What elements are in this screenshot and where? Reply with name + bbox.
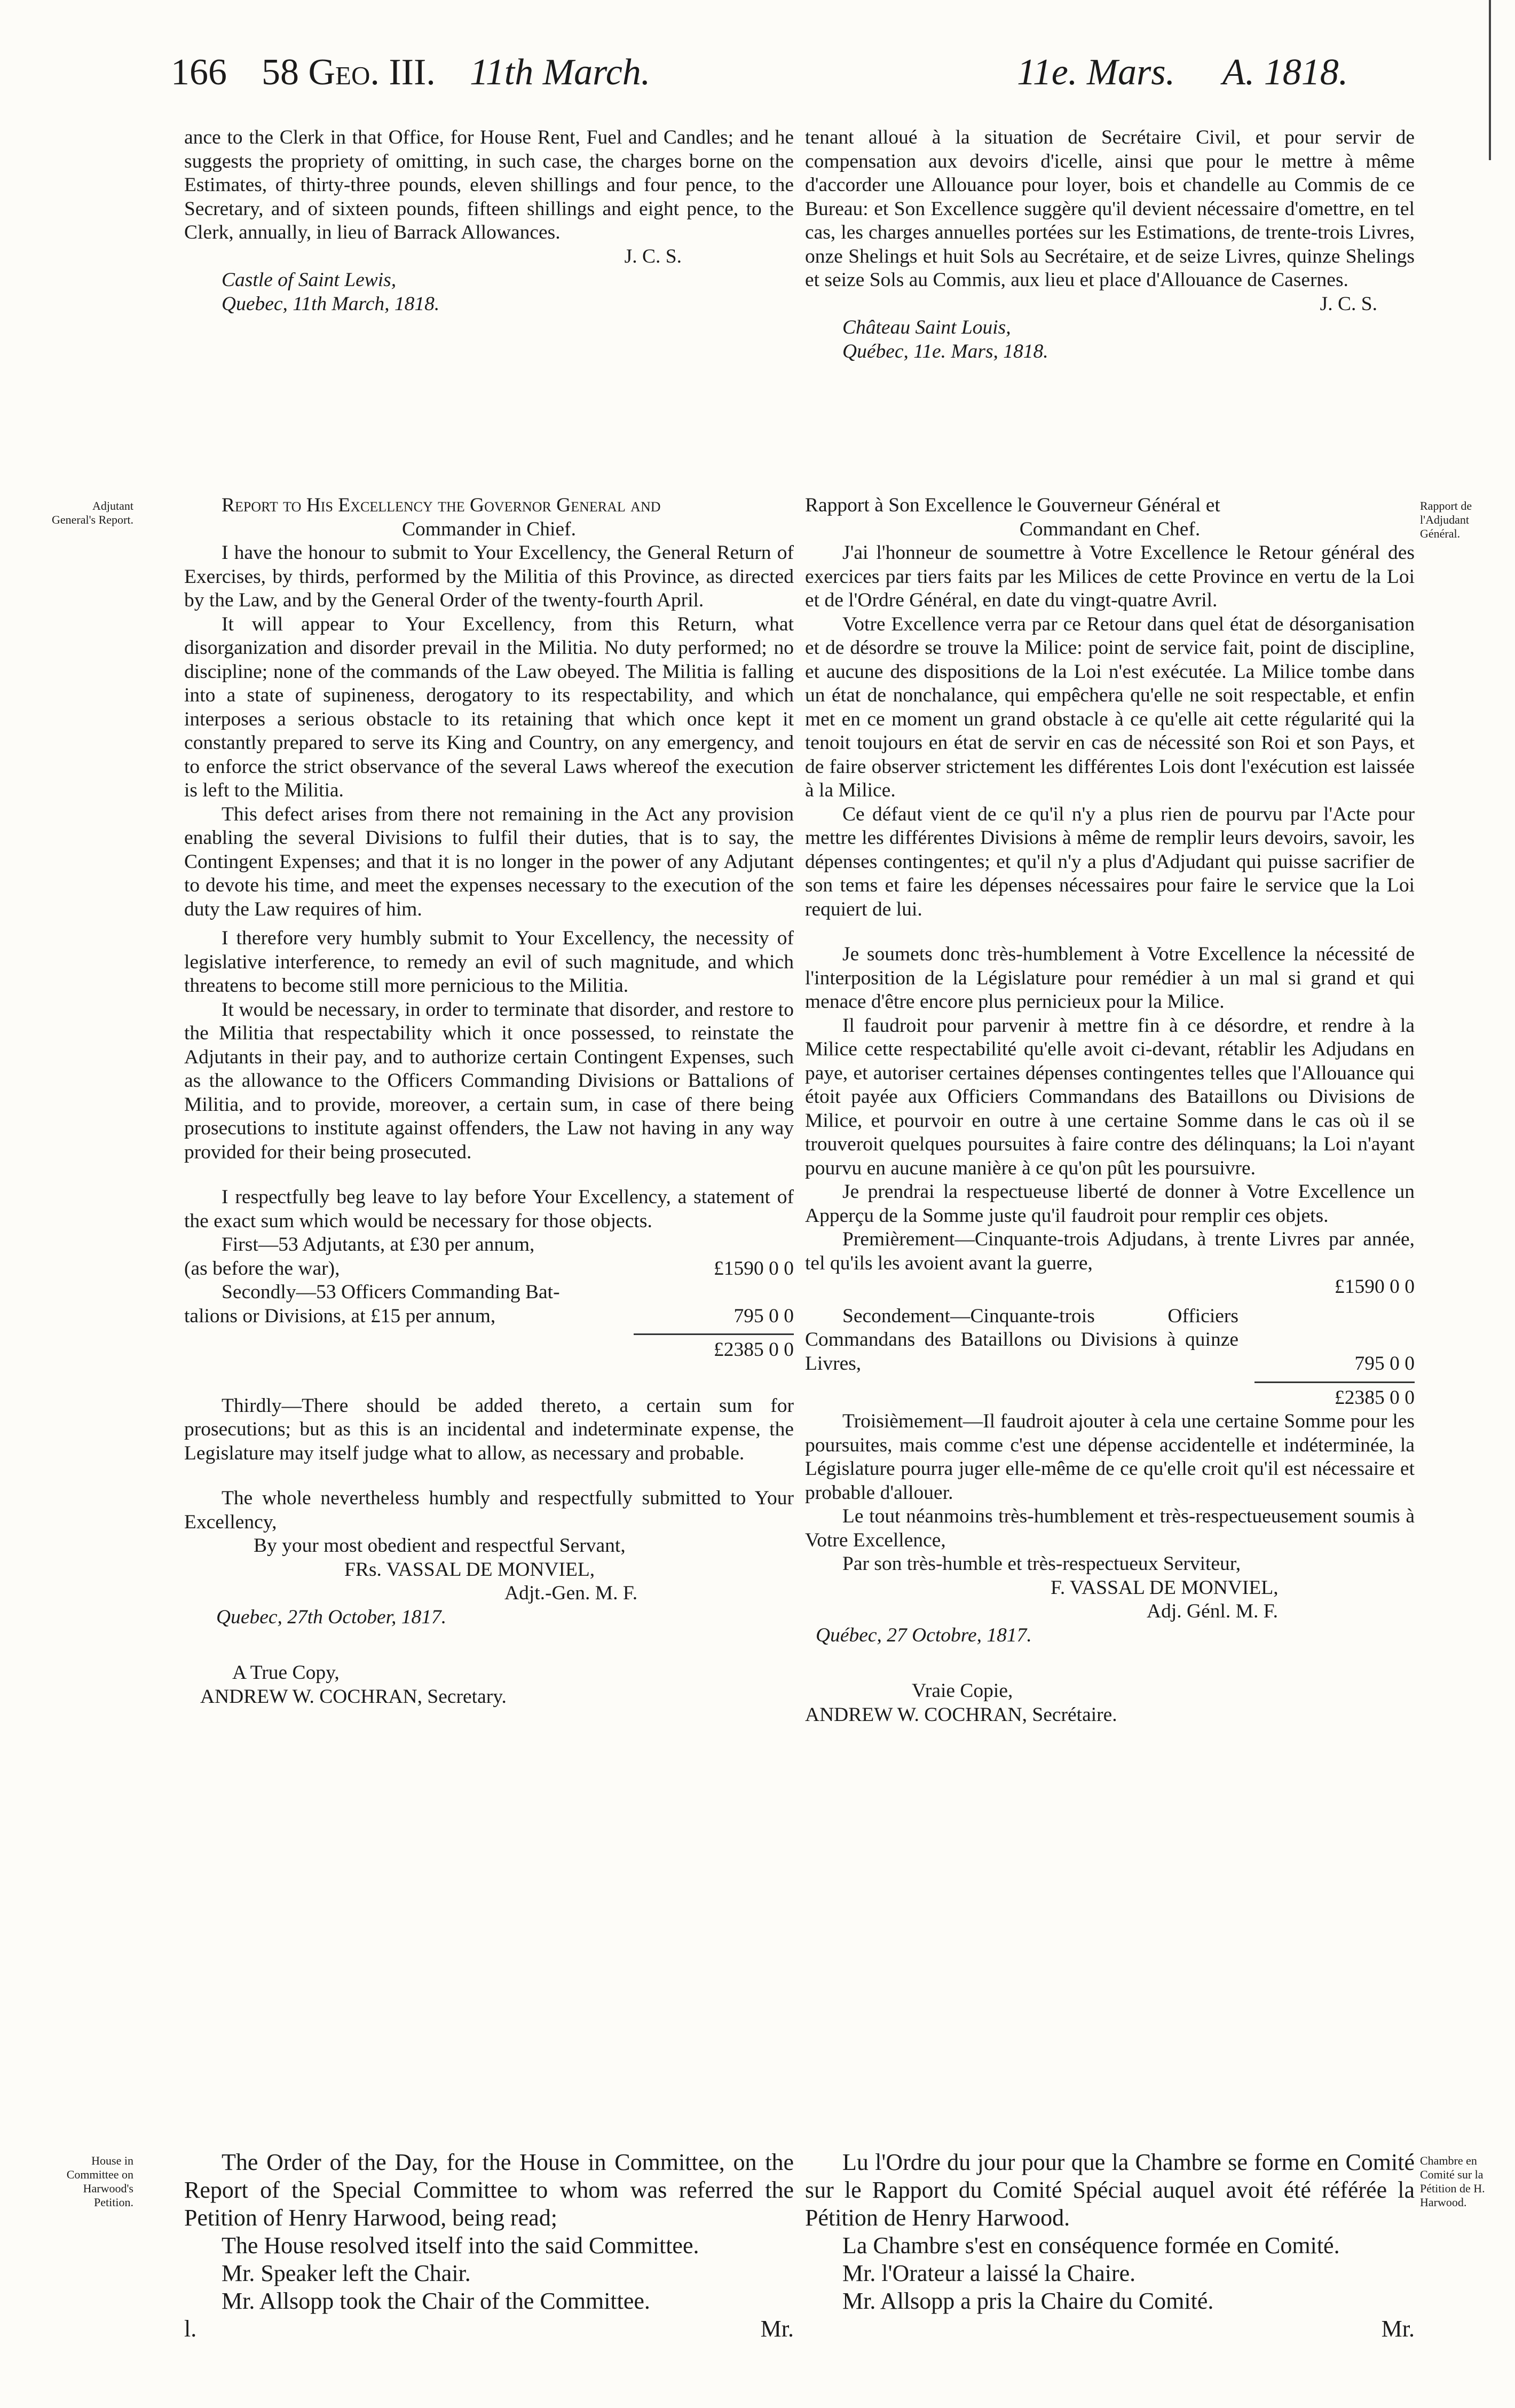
left-catchword: Mr. bbox=[760, 2316, 794, 2342]
right-bottom-p4: Mr. Allsopp a pris la Chaire du Comité. bbox=[842, 2288, 1214, 2314]
right-report-p7: Troisièmement—Il faudroit ajouter à cela une certaine Somme pour les poursuites, mais comme c'est une dépense accidentelle et indéterminée, la Législature pourra juger elle-même de ce qu'elle croit qu'il est nécessaire et probable d'allouer. bbox=[805, 1410, 1415, 1504]
right-catchword: Mr. bbox=[1381, 2316, 1415, 2342]
left-bottom-p1: The Order of the Day, for the House in Committee, on the Report of the Special Committee to whom was referred the Petition of Henry Harwood, being read; bbox=[184, 2149, 794, 2231]
margin-note-adjutant-report: Adjutant General's Report. bbox=[51, 499, 133, 526]
left-second-row bbox=[184, 1305, 794, 1329]
right-sum-rule bbox=[1254, 1381, 1415, 1383]
left-second-line2: talions or Divisions, at £15 per annum, bbox=[184, 1305, 496, 1327]
page-edge-rule bbox=[1489, 0, 1491, 160]
right-true-copy: Vraie Copie, bbox=[912, 1680, 1013, 1702]
left-top-place2: Quebec, 11th March, 1818. bbox=[222, 293, 440, 315]
left-top-initials: J. C. S. bbox=[624, 245, 682, 267]
right-top-place1: Château Saint Louis, bbox=[842, 317, 1011, 338]
right-second-amount: 795 0 0 bbox=[1354, 1353, 1415, 1375]
left-signature-mark: l. bbox=[184, 2316, 197, 2342]
right-bottom-p1: Lu l'Ordre du jour pour que la Chambre se forme en Comité sur le Rapport du Comité Spécial auquel avoit été référée la Pétition de Henry Harwood. bbox=[805, 2149, 1415, 2231]
left-report-p3: This defect arises from there not remaining in the Act any provision enabling the several Divisions to fulfil their duties, that is to say, the Contingent Expenses; and that it is no longer in the power of any Adjutant to devote his time, and meet the expenses necessary to the execution of the duty the Law requires of him. bbox=[184, 803, 794, 920]
right-signer-title: Adj. Génl. M. F. bbox=[1147, 1600, 1278, 1622]
page-header bbox=[0, 51, 1515, 115]
left-first-amount: £1590 0 0 bbox=[714, 1257, 794, 1280]
right-closing: Par son très-humble et très-respectueux Serviteur, bbox=[842, 1553, 1241, 1575]
right-report-p1: J'ai l'honneur de soumettre à Votre Excellence le Retour général des exercices par tiers faits par les Milices de cette Province en vertu de la Loi et de l'Ordre Général, en date du vingt-quatre Avril. bbox=[805, 542, 1415, 611]
right-report-p5: Il faudroit pour parvenir à mettre fin à ce désordre, et rendre à la Milice cette respectabilité qu'elle avoit ci-devant, rétablir les Adjudans en paye, et autoriser certaines dépenses contingentes telles que l'Allouance qui étoit payée aux Officiers Commandans des Bataillons ou Divisions de Milice, et pourvoir en outre à une certaine Somme dans le cas où il se trouveroit quelques poursuites à faire contre des délinquans; la Loi n'ayant pourvu en aucune manière à ce qu'on pût les poursuivre. bbox=[805, 1014, 1415, 1179]
right-top-place2: Québec, 11e. Mars, 1818. bbox=[842, 340, 1048, 362]
reign: 58 Geo. III. bbox=[262, 52, 436, 93]
right-bottom-p3: Mr. l'Orateur a laissé la Chaire. bbox=[842, 2260, 1136, 2286]
page-number: 166 bbox=[171, 52, 227, 93]
left-report-title-line1: Report to His Excellency the Governor General and bbox=[222, 494, 661, 516]
left-second-amount: 795 0 0 bbox=[733, 1305, 794, 1327]
left-second-line1: Secondly—53 Officers Commanding Bat- bbox=[222, 1281, 560, 1303]
year: A. 1818. bbox=[1222, 52, 1348, 93]
left-report-title bbox=[184, 494, 794, 518]
margin-note-chambre-comite: Chambre en Comité sur la Pétition de H. Harwood. bbox=[1420, 2154, 1485, 2209]
right-top-initials: J. C. S. bbox=[1320, 293, 1377, 315]
left-signer-title: Adjt.-Gen. M. F. bbox=[504, 1582, 638, 1604]
right-total-amount: £2385 0 0 bbox=[1335, 1386, 1415, 1409]
left-bottom-footer bbox=[184, 2315, 794, 2343]
left-signer: FRs. VASSAL DE MONVIEL, bbox=[344, 1558, 595, 1581]
right-report-p6: Je prendrai la respectueuse liberté de donner à Votre Excellence un Apperçu de la Somme juste qu'il faudroit pour remplir ces objets. bbox=[805, 1181, 1415, 1227]
date-fr: 11e. Mars. bbox=[1017, 52, 1175, 93]
right-top-paragraph: tenant alloué à la situation de Secrétaire Civil, et pour servir de compensation aux devoirs d'icelle, ainsi que pour le mettre à même d'accorder une Allouance pour loyer, bois et chandelle au Commis de ce Bureau: et Son Excellence suggère qu'il devient nécessaire d'omettre, en tel cas, les charges annuelles portées sur les Estimations, de trente-trois Livres, onze Shelings et huit Sols au Secrétaire, et de seize Livres, quinze Shelings et seize Sols au Commis, aux lieu et place d'Allouance de Casernes. bbox=[805, 127, 1415, 291]
left-bottom-p4: Mr. Allsopp took the Chair of the Committee. bbox=[222, 2288, 650, 2314]
right-first-amount: £1590 0 0 bbox=[1335, 1276, 1415, 1298]
margin-note-house-committee: House in Committee on Harwood's Petition. bbox=[66, 2154, 133, 2209]
right-report-title-line2: Commandant en Chef. bbox=[1019, 518, 1201, 540]
right-report-p2: Votre Excellence verra par ce Retour dans quel état de désorganisation et de désordre se trouve la Milice: point de service fait, point de discipline, et aucune des dispositions de la Loi n'est exécutée. La Milice tombe dans un état de nonchalance, qui empêchera qu'elle ne soit respectable, et enfin met en ce moment un grand obstacle à ce qu'elle ait cette régularité qui la tenoit toujours en état de servir en cas de nécessité son Roi et son Pays, et de faire observer strictement les différentes Lois dont l'exécution est laissée à la Milice. bbox=[805, 613, 1415, 801]
right-report-p8: Le tout néanmoins très-humblement et très-respectueusement soumis à Votre Excellence, bbox=[805, 1505, 1415, 1551]
left-report-p2: It will appear to Your Excellency, from this Return, what disorganization and disorder prevail in the Militia. No duty performed; no discipline; none of the commands of the Law obeyed. The Militia is falling into a state of supineness, derogatory to its respectability, and which interposes a serious obstacle to its retaining that which once kept it constantly prepared to serve its King and Country, on any emergency, and to enforce the strict observance of the several Laws whereof the execution is left to the Militia. bbox=[184, 613, 794, 801]
left-total-amount: £2385 0 0 bbox=[714, 1339, 794, 1361]
right-top-block bbox=[805, 126, 1415, 364]
left-top-place1: Castle of Saint Lewis, bbox=[222, 269, 397, 291]
right-report-title-line1: Rapport à Son Excellence le Gouverneur Général et bbox=[805, 494, 1220, 516]
right-bottom-p2: La Chambre s'est en conséquence formée en Comité. bbox=[842, 2232, 1340, 2259]
left-first-line2: (as before the war), bbox=[184, 1257, 340, 1280]
left-bottom bbox=[184, 2149, 794, 2343]
left-first-row bbox=[184, 1257, 794, 1281]
left-first-line1: First—53 Adjutants, at £30 per annum, bbox=[222, 1234, 535, 1256]
left-bottom-p3: Mr. Speaker left the Chair. bbox=[222, 2260, 471, 2286]
left-report-p5: It would be necessary, in order to terminate that disorder, and restore to the Militia that respectability which it once possessed, to reinstate the Adjutants in their pay, and to authorize certain Contingent Expenses, such as the allowance to the Officers Commanding Divisions or Battalions of Militia, and to provide, moreover, a certain sum, in case of there being prosecutions to institute against offenders, the Law not having in any way provided for their being prosecuted. bbox=[184, 998, 794, 1163]
right-signer: F. VASSAL DE MONVIEL, bbox=[1051, 1576, 1279, 1599]
left-report-p1: I have the honour to submit to Your Excellency, the General Return of Exercises, by thirds, performed by the Militia of this Province, as directed by the Law, and by the General Order of the twenty-fourth April. bbox=[184, 542, 794, 611]
right-second-line: Secondement—Cinquante-trois Officiers Commandans des Bataillons ou Divisions à quinze Livres, bbox=[805, 1305, 1238, 1375]
left-closing: By your most obedient and respectful Servant, bbox=[254, 1535, 626, 1557]
left-report-p8: The whole nevertheless humbly and respectfully submitted to Your Excellency, bbox=[184, 1487, 794, 1533]
left-bottom-p2: The House resolved itself into the said Committee. bbox=[222, 2232, 699, 2259]
left-report bbox=[184, 494, 794, 1709]
left-report-title-line2: Commander in Chief. bbox=[402, 518, 576, 540]
left-secretary: ANDREW W. COCHRAN, Secretary. bbox=[200, 1685, 507, 1708]
left-report-p7: Thirdly—There should be added thereto, a certain sum for prosecutions; but as this is an incidental and indeterminate expense, the Legislature may itself judge what to allow, as necessary and probable. bbox=[184, 1394, 794, 1464]
left-report-p6: I respectfully beg leave to lay before Your Excellency, a statement of the exact sum which would be necessary for those objects. bbox=[184, 1186, 794, 1232]
right-report bbox=[805, 494, 1415, 1727]
left-sum-rule bbox=[634, 1333, 794, 1335]
left-top-paragraph: ance to the Clerk in that Office, for House Rent, Fuel and Candles; and he suggests the propriety of omitting, in such case, the charges borne on the Estimates, of thirty-three pounds, eleven shillings and four pence, to the Secretary, and of sixteen pounds, fifteen shillings and eight pence, to the Clerk, annually, in lieu of Barrack Allowances. bbox=[184, 127, 794, 243]
left-top-block bbox=[184, 126, 794, 316]
margin-note-rapport-adjudant: Rapport de l'Adjudant Général. bbox=[1420, 499, 1472, 540]
right-report-p4: Je soumets donc très-humblement à Votre Excellence la nécessité de l'interposition de la Législature pour remédier à un mal si grand et qui menace d'être encore plus pernicieux pour la Milice. bbox=[805, 943, 1415, 1013]
right-secretary: ANDREW W. COCHRAN, Secrétaire. bbox=[805, 1703, 1117, 1726]
date-en: 11th March. bbox=[470, 52, 651, 93]
right-bottom bbox=[805, 2149, 1415, 2343]
right-date: Québec, 27 Octobre, 1817. bbox=[816, 1624, 1032, 1646]
left-true-copy: A True Copy, bbox=[232, 1662, 340, 1684]
left-date: Quebec, 27th October, 1817. bbox=[216, 1606, 447, 1628]
right-first-line: Premièrement—Cinquante-trois Adjudans, à trente Livres par année, tel qu'ils les avoient avant la guerre, bbox=[805, 1228, 1415, 1274]
left-report-p4: I therefore very humbly submit to Your Excellency, the necessity of legislative interference, to remedy an evil of such magnitude, and which threatens to become still more pernicious to the Militia. bbox=[184, 927, 794, 997]
right-report-p3: Ce défaut vient de ce qu'il n'y a plus rien de pourvu par l'Acte pour mettre les différentes Divisions à même de remplir leurs devoirs, savoir, les dépenses contingentes; et qu'il n'y a plus d'Adjudant qui puisse sacrifier de son tems et faire les dépenses nécessaires pour faire le service que la Loi requiert de lui. bbox=[805, 803, 1415, 920]
